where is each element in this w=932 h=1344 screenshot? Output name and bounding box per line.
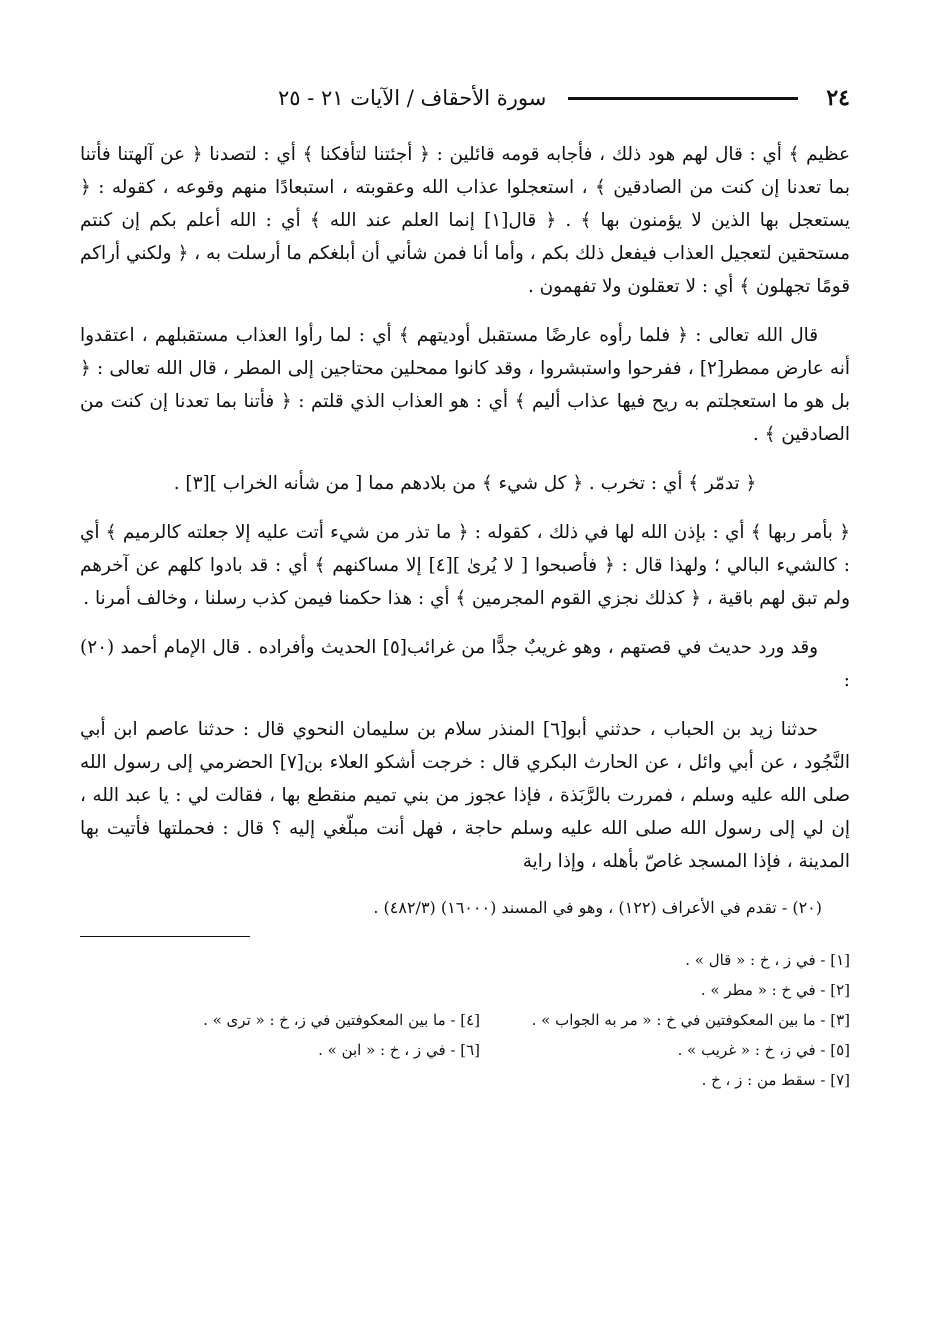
running-title: سورة الأحقاف / الآيات ٢١ - ٢٥ [278, 86, 547, 110]
paragraph-1: عظيم ﴾ أي : قال لهم هود ذلك ، فأجابه قومه قائلين : ﴿ أجئتنا لتأفكنا ﴾ أي : لتصدنا ﴿ عن آلهتنا فأتنا بما تعدنا إن كنت من الصادقين ﴾ ، استعجلوا عذاب الله وعقوبته ، استبعادًا منهم وقوعه ، كقوله : ﴿ يستعجل بها الذين لا يؤمنون بها ﴾ . ﴿ قال[١] إنما العلم عند الله ﴾ أي : الله أعلم بكم إن كنتم مستحقين لتعجيل العذاب فيفعل ذلك بكم ، وأما أنا فمن شأني أن أبلغكم ما أرسلت به ، ﴿ ولكني أراكم قومًا تجهلون ﴾ أي : لا تعقلون ولا تفهمون . [80, 144, 850, 297]
page-number: ٢٤ [826, 85, 850, 111]
hadith-footnote: (٢٠) - تقدم في الأعراف (١٢٢) ، وهو في المسند (١٦٠٠٠) (٤٨٢/٣) . [373, 898, 822, 917]
note-6: [٦] - في ز ، خ : « ابن » . [318, 1041, 480, 1059]
note-1: [١] - في ز ، خ : « قال » . [685, 951, 850, 969]
book-page [80, 78, 850, 1095]
note-5: [٥] - في ز، خ : « غريب » . [677, 1041, 850, 1059]
header-rule [568, 97, 798, 100]
note-7: [٧] - سقط من : ز ، خ . [701, 1071, 850, 1089]
note-4: [٤] - ما بين المعكوفتين في ز، خ : « ترى » . [203, 1011, 480, 1029]
paragraph-2: قال الله تعالى : ﴿ فلما رأوه عارضًا مستقبل أوديتهم ﴾ أي : لما رأوا العذاب مستقبلهم ، اعتقدوا أنه عارض ممطر[٢] ، ففرحوا واستبشروا ، وقد كانوا ممحلين محتاجين إلى المطر ، قال الله تعالى : ﴿ بل هو ما استعجلتم به ريح فيها عذاب أليم ﴾ أي : هو العذاب الذي قلتم : ﴿ فأتنا بما تعدنا إن كنت من الصادقين ﴾ . [80, 325, 850, 445]
page-header [80, 78, 850, 118]
paragraph-3: ﴿ تدمّر ﴾ أي : تخرب . ﴿ كل شيء ﴾ من بلادهم مما [ من شأنه الخراب ][٣] . [173, 473, 757, 494]
note-2: [٢] - في خ : « مطر » . [700, 981, 850, 999]
paragraph-5: وقد ورد حديث في قصتهم ، وهو غريبٌ جدًّا من غرائب[٥] الحديث وأفراده . قال الإمام أحمد (٢٠) : [80, 637, 850, 691]
variant-notes [80, 945, 850, 1095]
note-3: [٣] - ما بين المعكوفتين في خ : « مر به الجواب » . [531, 1011, 850, 1029]
footnote-separator [80, 936, 250, 937]
paragraph-4: ﴿ بأمر ربها ﴾ أي : بإذن الله لها في ذلك ، كقوله : ﴿ ما تذر من شيء أتت عليه إلا جعلته كالرميم ﴾ أي : كالشيء البالي ؛ ولهذا قال : ﴿ فأصبحوا [ لا يُرىٰ ][٤] إلا مساكنهم ﴾ أي : قد بادوا كلهم عن آخرهم ولم تبق لهم باقية ، ﴿ كذلك نجزي القوم المجرمين ﴾ أي : هذا حكمنا فيمن كذب رسلنا ، وخالف أمرنا . [80, 522, 850, 609]
paragraph-6: حدثنا زيد بن الحباب ، حدثني أبو[٦] المنذر سلام بن سليمان النحوي قال : حدثنا عاصم ابن أبي النَّجُود ، عن أبي وائل ، عن الحارث البكري قال : خرجت أشكو العلاء بن[٧] الحضرمي إلى رسول الله صلى الله عليه وسلم ، فمررت بالرَّبَذة ، فإذا عجوز من بني تميم منقطع بها ، فقالت لي : يا عبد الله ، إن لي إلى رسول الله صلى الله عليه وسلم حاجة ، فهل أنت مبلّغي إليه ؟ قال : فحملتها فأتيت بها المدينة ، فإذا المسجد غاصّ بأهله ، وإذا راية [80, 719, 850, 872]
